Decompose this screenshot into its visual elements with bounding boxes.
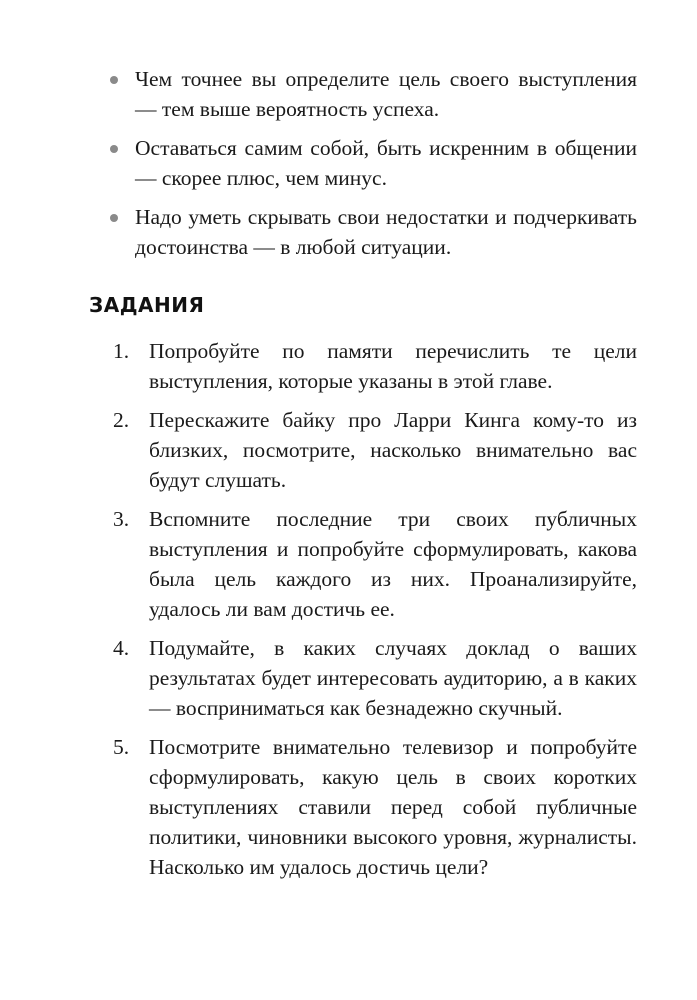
task-number: 4. bbox=[113, 636, 130, 660]
task-text: Перескажите байку про Ларри Кинга кому-то из близких, посмотрите, насколько внимательно вас будут слушать. bbox=[149, 408, 637, 492]
tasks-list bbox=[113, 336, 637, 891]
bullet-dot-icon bbox=[110, 145, 118, 153]
bullet-text: Чем точнее вы определите цель своего выступления — тем выше вероятность успеха. bbox=[135, 67, 637, 121]
task-number: 3. bbox=[113, 507, 130, 531]
task-text: Попробуйте по памяти перечислить те цели выступления, которые указаны в этой главе. bbox=[149, 339, 637, 393]
task-item bbox=[113, 732, 637, 882]
task-item bbox=[113, 504, 637, 624]
task-number: 1. bbox=[113, 339, 130, 363]
task-item bbox=[113, 336, 637, 396]
bullet-item bbox=[107, 133, 637, 193]
bullet-item bbox=[107, 64, 637, 124]
summary-bullet-list bbox=[107, 64, 637, 271]
task-text: Вспомните последние три своих публичных выступления и попробуйте сформулировать, какова была цель каждого из них. Проанализируйте, удалось ли вам достичь ее. bbox=[149, 507, 637, 621]
task-item bbox=[113, 405, 637, 495]
bullet-dot-icon bbox=[110, 76, 118, 84]
task-number: 2. bbox=[113, 408, 130, 432]
task-text: Посмотрите внимательно телевизор и попробуйте сформулировать, какую цель в своих коротких выступлениях ставили перед собой публичные политики, чиновники высокого уровня, журналисты. Насколько им удалось достичь цели? bbox=[149, 735, 637, 879]
bullet-text: Надо уметь скрывать свои недостатки и подчеркивать достоинства — в любой ситуации. bbox=[135, 205, 637, 259]
task-item bbox=[113, 633, 637, 723]
bullet-text: Оставаться самим собой, быть искренним в общении — скорее плюс, чем минус. bbox=[135, 136, 637, 190]
section-heading: ЗАДАНИЯ bbox=[89, 293, 205, 317]
bullet-dot-icon bbox=[110, 214, 118, 222]
task-text: Подумайте, в каких случаях доклад о ваших результатах будет интересовать аудиторию, а в каких — восприниматься как безнадежно скучный. bbox=[149, 636, 637, 720]
bullet-item bbox=[107, 202, 637, 262]
task-number: 5. bbox=[113, 735, 130, 759]
